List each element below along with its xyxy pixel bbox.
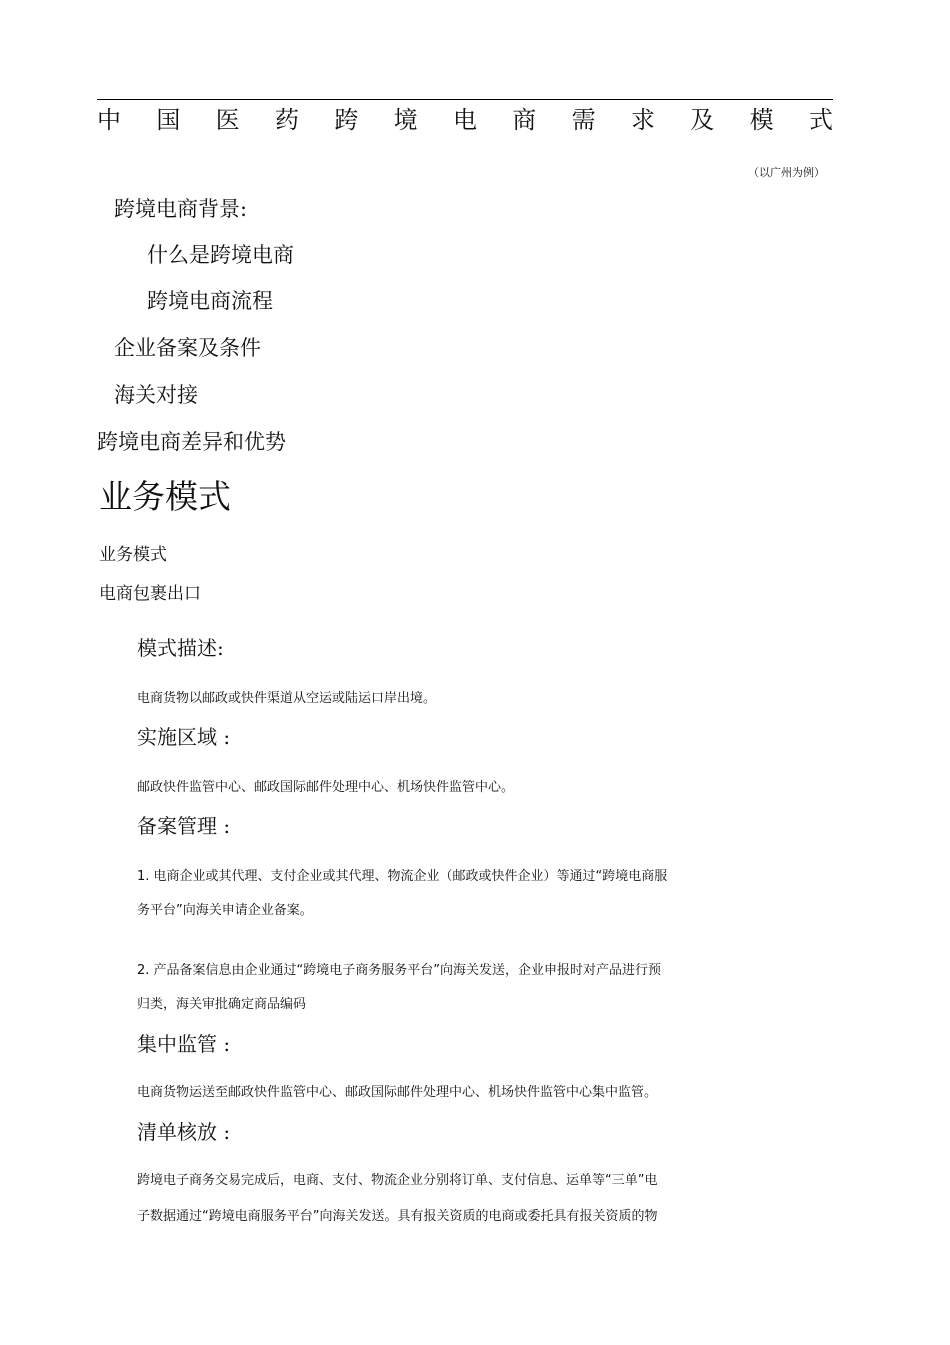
title-char: 境 [393, 106, 418, 134]
title-char: 需 [571, 106, 596, 134]
area-text: 邮政快件监管中心、邮政国际邮件处理中心、机场快件监管中心。 [137, 780, 515, 795]
supervision-title: 集中监管 : [137, 1032, 231, 1056]
record-title: 备案管理 : [137, 814, 231, 838]
title-char: 跨 [334, 106, 359, 134]
toc-item-advantages: 跨境电商差异和优势 [97, 430, 286, 454]
mode-description-title: 模式描述: [137, 636, 224, 660]
record-paragraph-2-line-1: 2. 产品备案信息由企业通过“跨境电子商务服务平台”向海关发送，企业申报时对产品进行预 [137, 963, 662, 978]
section-heading: 业务模式 [99, 477, 231, 516]
clearance-title: 清单核放 : [137, 1120, 231, 1144]
title-char: 药 [274, 106, 299, 134]
title-char: 医 [215, 106, 240, 134]
record-paragraph-1-line-1: 1. 电商企业或其代理、支付企业或其代理、物流企业（邮政或快件企业）等通过“跨境电商服 [137, 869, 668, 884]
section-subheading: 业务模式 [99, 545, 167, 565]
mode-description-text: 电商货物以邮政或快件渠道从空运或陆运口岸出境。 [137, 691, 437, 706]
document-subtitle: （以广州为例） [748, 166, 825, 179]
toc-item-registration: 企业备案及条件 [114, 336, 261, 360]
top-rule [97, 99, 833, 100]
area-title: 实施区域 : [137, 725, 231, 749]
document-title [97, 104, 833, 136]
title-char: 求 [630, 106, 655, 134]
toc-item-customs: 海关对接 [114, 383, 198, 407]
title-char: 中 [97, 106, 121, 134]
title-char: 模 [749, 106, 774, 134]
clearance-text-line-2: 子数据通过“跨境电商服务平台”向海关发送。具有报关资质的电商或委托具有报关资质的物 [137, 1209, 658, 1224]
toc-item-process: 跨境电商流程 [147, 289, 273, 313]
toc-item-what-is: 什么是跨境电商 [147, 243, 294, 267]
mode-name: 电商包裹出口 [99, 584, 201, 604]
supervision-text: 电商货物运送至邮政快件监管中心、邮政国际邮件处理中心、机场快件监管中心集中监管。 [137, 1085, 658, 1100]
title-char: 式 [808, 106, 833, 134]
title-char: 商 [512, 106, 537, 134]
title-char: 及 [690, 106, 715, 134]
toc-item-background: 跨境电商背景: [114, 197, 248, 221]
record-paragraph-1-line-2: 务平台”向海关申请企业备案。 [137, 903, 313, 918]
record-paragraph-2-line-2: 归类，海关审批确定商品编码 [137, 997, 307, 1012]
clearance-text-line-1: 跨境电子商务交易完成后，电商、支付、物流企业分别将订单、支付信息、运单等“三单”电 [137, 1173, 658, 1188]
title-char: 国 [156, 106, 181, 134]
title-char: 电 [452, 106, 477, 134]
